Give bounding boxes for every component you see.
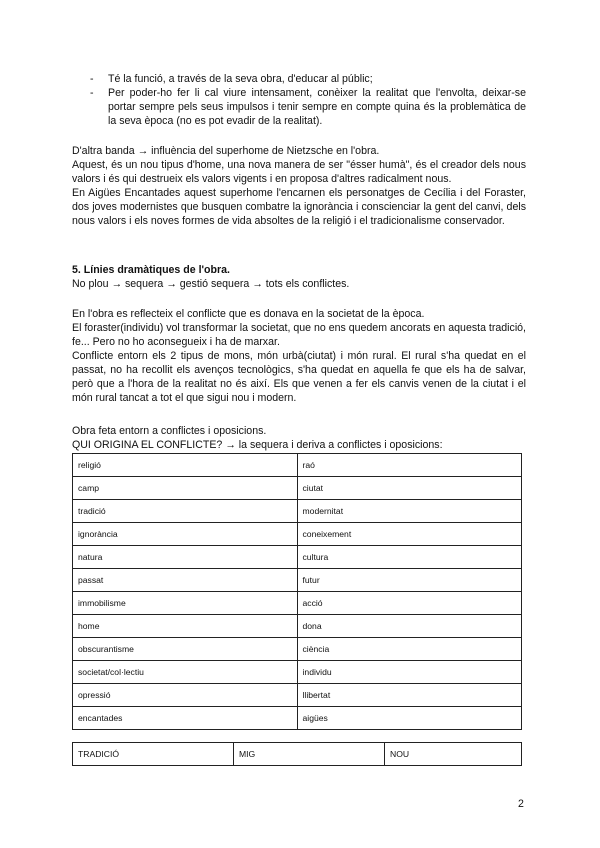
table-cell: passat [73,569,298,592]
paragraph: D'altra banda → influència del superhome de Nietzsche en l'obra. [72,145,380,157]
table-cell: coneixement [297,523,522,546]
table-row [73,615,522,638]
table-row [73,500,522,523]
page-number: 2 [518,798,524,810]
table-cell: ciutat [297,477,522,500]
dash-bullet-icon: - [90,87,94,99]
paragraph: En l'obra es reflecteix el conflicte que es donava en la societat de la època. [72,308,425,320]
table-cell: obscurantisme [73,638,298,661]
table-cell: camp [73,477,298,500]
conflict-section [72,307,526,405]
table-row [73,707,522,730]
table-cell: NOU [385,743,522,766]
table-row [73,477,522,500]
table-cell: ciència [297,638,522,661]
table-cell: dona [297,615,522,638]
table-cell: llibertat [297,684,522,707]
table-cell: MIG [234,743,385,766]
table-cell: TRADICIÓ [73,743,234,766]
table-cell: modernitat [297,500,522,523]
paragraph: El foraster(individu) vol transformar la societat, que no ens quedem ancorats en aquesta tradició, fe... Pero no ho aconsegueix i ha de marxar. [72,322,527,348]
superhome-section [72,144,526,228]
table-cell: societat/col·lectiu [73,661,298,684]
table-row [73,454,522,477]
paragraph: Obra feta entorn a conflictes i oposicions. [72,425,267,437]
bullet-list [90,72,526,128]
table-row [73,592,522,615]
table-row [73,569,522,592]
section-heading: 5. Línies dramàtiques de l'obra. [72,264,230,276]
table-row [73,743,522,766]
table-cell: tradició [73,500,298,523]
tradition-middle-new-table [72,742,522,766]
paragraph: Aquest, és un nou tipus d'home, una nova manera de ser "ésser humà", és el creador dels nous valors i és qui destrueix els valors vigents i en proposa d'altres radicalment nous. [72,159,526,185]
table-cell: home [73,615,298,638]
table-cell: natura [73,546,298,569]
table-cell: futur [297,569,522,592]
table-cell: encantades [73,707,298,730]
table-cell: acció [297,592,522,615]
bullet-item: - Per poder-ho fer li cal viure intensament, conèixer la realitat que l'envolta, deixar-se portar sempre pels seus impulsos i tenir sempre en compte quina és la problemàtica de la seva època (no es pot evadir de la realitat). [90,87,526,127]
table-row [73,661,522,684]
table-row [73,546,522,569]
table-cell: raó [297,454,522,477]
section-5 [72,263,526,291]
table-row [73,523,522,546]
table-cell: religió [73,454,298,477]
paragraph: Conflicte entorn els 2 tipus de mons, món urbà(ciutat) i món rural. El rural s'ha quedat en el passat, no ha recollit els avenços tecnològics, s'ha quedat en aquella fe que els ha de salvar, però que a l'hora de la realitat no és així. Els que venen a fer els canvis venen de la ciutat i el món rural tancat a tot el que sigui nou i modern. [72,350,526,404]
table-cell: aigües [297,707,522,730]
table-cell: cultura [297,546,522,569]
table-cell: immobilisme [73,592,298,615]
table-cell: individu [297,661,522,684]
table-cell: ignorància [73,523,298,546]
paragraph: En Aigües Encantades aquest superhome l'encarnen els personatges de Cecília i del Foraster, dos joves modernistes que busquen combatre la ignorància i conscienciar la gent del canvi, dels nous valors i els noves formes de vida absoltes de la religió i el tradicionalisme conservador. [72,187,526,227]
bullet-item: - Té la funció, a través de la seva obra, d'educar al públic; [90,73,373,85]
table-row [73,684,522,707]
table-cell: opressió [73,684,298,707]
dash-bullet-icon: - [90,73,94,85]
paragraph: No plou → sequera → gestió sequera → tots els conflictes. [72,278,350,290]
paragraph: QUI ORIGINA EL CONFLICTE? → la sequera i deriva a conflictes i oposicions: [72,439,443,451]
table-row [73,638,522,661]
oppositions-intro [72,424,526,452]
oppositions-table [72,453,522,730]
